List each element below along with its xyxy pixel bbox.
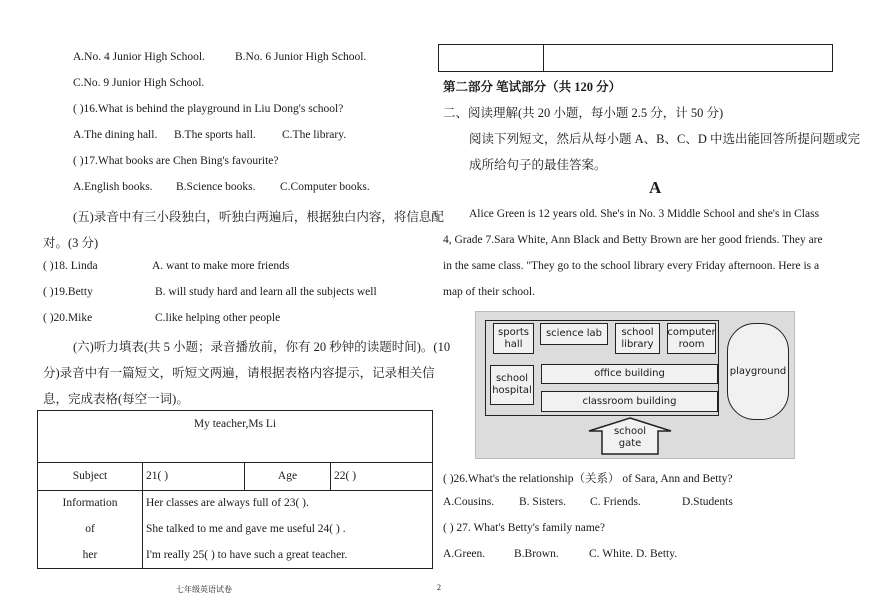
section2-title: 二、阅读理解(共 20 小题，每小题 2.5 分，计 50 分) bbox=[443, 106, 724, 120]
q27-stem: ( ) 27. What's Betty's family name? bbox=[443, 522, 606, 534]
map-classroom-building: classroom building bbox=[541, 391, 718, 412]
q15-option-a: A.No. 4 Junior High School. bbox=[73, 51, 205, 63]
match-18: ( )18. Linda bbox=[43, 260, 98, 272]
q16-option-a: A.The dining hall. bbox=[73, 129, 158, 141]
q15-option-c: C.No. 9 Junior High School. bbox=[73, 77, 205, 89]
q17-option-c: C.Computer books. bbox=[280, 181, 370, 193]
q17-stem: ( )17.What books are Chen Bing's favourite? bbox=[73, 155, 279, 167]
q27-option-a: A.Green. bbox=[443, 548, 486, 560]
table-title: My teacher,Ms Li bbox=[193, 418, 277, 430]
passage-label: A bbox=[649, 178, 662, 197]
q16-stem: ( )16.What is behind the playground in Liu Dong's school? bbox=[73, 103, 344, 115]
info-label-1: Information bbox=[62, 497, 118, 509]
age-label: Age bbox=[277, 470, 298, 482]
q26-option-a: A.Cousins. bbox=[443, 496, 495, 508]
instruction-line1: 阅读下列短文，然后从每小题 A、B、C、D 中选出能回答所提问题或完 bbox=[469, 132, 860, 146]
map-office-building: office building bbox=[541, 364, 718, 384]
listening-table bbox=[37, 410, 433, 569]
blank-22: 22( ) bbox=[334, 470, 357, 482]
q27-option-c: C. White. bbox=[589, 548, 634, 560]
q16-option-c: C.The library. bbox=[282, 129, 347, 141]
map-school-gate: school gate bbox=[613, 426, 647, 449]
subject-label: Subject bbox=[72, 470, 108, 482]
q27-option-d: D. Betty. bbox=[636, 548, 678, 560]
instruction-line2: 成所给句子的最佳答案。 bbox=[469, 158, 607, 172]
q27-option-b: B.Brown. bbox=[514, 548, 559, 560]
map-school-library: school library bbox=[615, 323, 660, 354]
section6-line3: 息，完成表格(每空一词)。 bbox=[43, 392, 189, 406]
passage-line2: 4, Grade 7.Sara White, Ann Black and Betty Brown are her good friends. They are bbox=[443, 234, 823, 246]
q26-option-d: D.Students bbox=[682, 496, 733, 508]
q26-option-c: C. Friends. bbox=[590, 496, 641, 508]
blank-21: 21( ) bbox=[146, 470, 169, 482]
match-19: ( )19.Betty bbox=[43, 286, 93, 298]
part2-title: 第二部分 笔试部分（共 120 分） bbox=[443, 80, 622, 94]
q17-option-b: B.Science books. bbox=[176, 181, 256, 193]
map-science-lab: science lab bbox=[540, 323, 608, 345]
table-subject-row bbox=[38, 463, 432, 491]
map-sports-hall: sports hall bbox=[493, 323, 534, 354]
q15-option-b: B.No. 6 Junior High School. bbox=[235, 51, 367, 63]
info-label-3: her bbox=[82, 549, 98, 561]
passage-line1: Alice Green is 12 years old. She's in No. 3 Middle School and she's in Class bbox=[469, 208, 820, 220]
q16-option-b: B.The sports hall. bbox=[174, 129, 256, 141]
passage-line3: in the same class. "They go to the school library every Friday afternoon. Here is a bbox=[443, 260, 820, 272]
q26-stem: ( )26.What's the relationship（关系） of Sara, Ann and Betty? bbox=[443, 473, 733, 485]
map-school-hospital: school hospital bbox=[490, 365, 534, 405]
info-label-2: of bbox=[85, 523, 95, 535]
footer-left: 七年级英语试卷 bbox=[176, 585, 232, 594]
match-20: ( )20.Mike bbox=[43, 312, 93, 324]
info-line-24: She talked to me and gave me useful 24( ) . bbox=[146, 523, 346, 535]
table-title-row bbox=[38, 411, 432, 463]
match-option-a: A. want to make more friends bbox=[152, 260, 290, 272]
map-playground: playground bbox=[727, 323, 789, 420]
school-map bbox=[475, 311, 795, 459]
match-option-c: C.like helping other people bbox=[155, 312, 281, 324]
section5-line2: 对。(3 分) bbox=[43, 236, 99, 250]
q26-option-b: B. Sisters. bbox=[519, 496, 566, 508]
info-line-25: I'm really 25( ) to have such a great teacher. bbox=[146, 549, 348, 561]
section5-line1: (五)录音中有三小段独白，听独白两遍后，根据独白内容，将信息配 bbox=[73, 210, 444, 224]
section6-line1: (六)听力填表(共 5 小题；录音播放前，你有 20 秒钟的读题时间)。(10 bbox=[73, 340, 451, 354]
map-computer-room: computer room bbox=[667, 323, 716, 354]
match-option-b: B. will study hard and learn all the subjects well bbox=[155, 286, 377, 298]
info-line-23: Her classes are always full of 23( ). bbox=[146, 497, 309, 509]
page-number: 2 bbox=[437, 583, 441, 592]
answer-box bbox=[438, 44, 833, 72]
q17-option-a: A.English books. bbox=[73, 181, 153, 193]
section6-line2: 分)录音中有一篇短文，听短文两遍，请根据表格内容提示，记录相关信 bbox=[43, 366, 435, 380]
passage-line4: map of their school. bbox=[443, 286, 535, 298]
